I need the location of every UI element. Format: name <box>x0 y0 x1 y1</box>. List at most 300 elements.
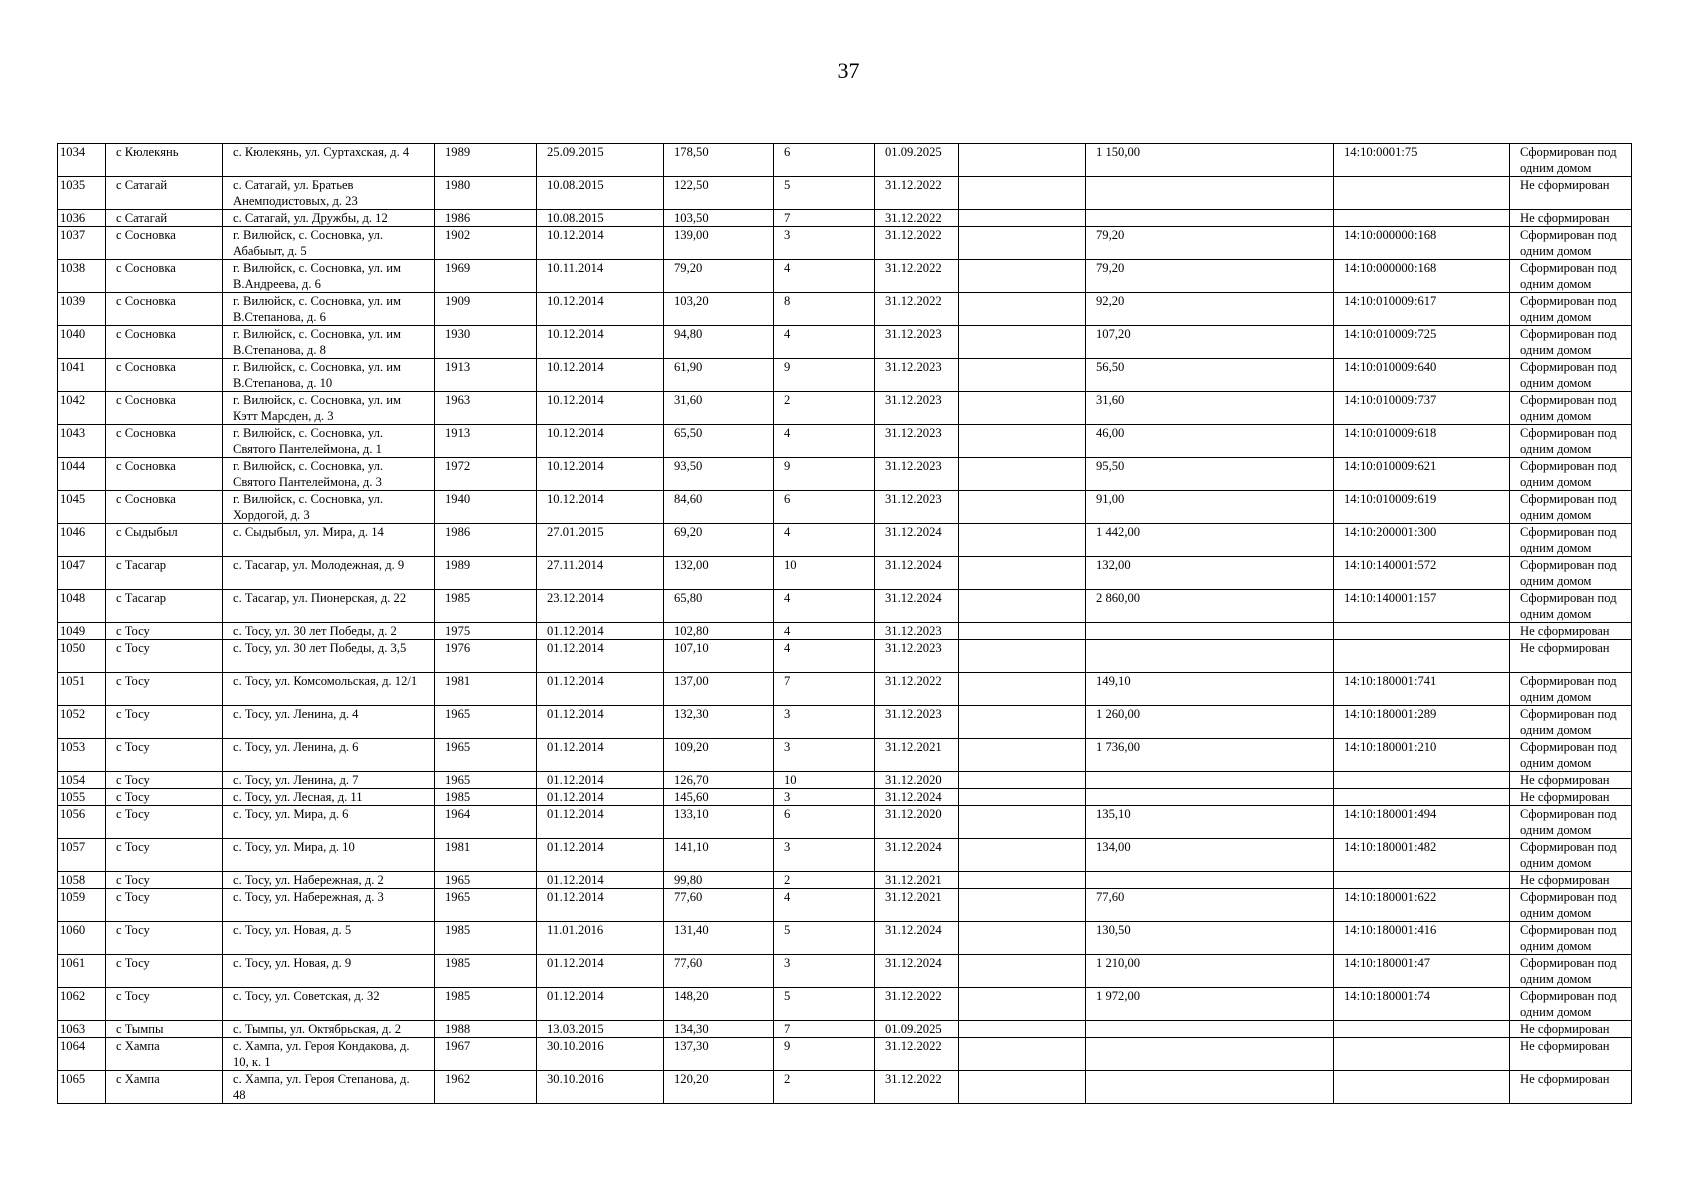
cell-area: 126,70 <box>664 772 774 789</box>
cell-survey-date: 01.12.2014 <box>537 872 664 889</box>
cell-row-number: 1034 <box>58 144 106 177</box>
cell-year-built: 1913 <box>435 359 537 392</box>
cell-residents-count: 10 <box>774 557 875 590</box>
table-row <box>58 789 1632 806</box>
table-row <box>58 772 1632 789</box>
cell-survey-date: 11.01.2016 <box>537 922 664 955</box>
cell-land-status: Сформирован под одним домом <box>1510 706 1632 739</box>
cell-land-area: 1 260,00 <box>1086 706 1334 739</box>
cell-land-area <box>1086 1071 1334 1104</box>
cell-cadastral-number <box>1334 210 1510 227</box>
cell-extra-field <box>959 988 1086 1021</box>
cell-extra-field <box>959 673 1086 706</box>
cell-land-status: Сформирован под одним домом <box>1510 590 1632 623</box>
cell-survey-date: 23.12.2014 <box>537 590 664 623</box>
cell-cadastral-number <box>1334 623 1510 640</box>
cell-year-built: 1965 <box>435 772 537 789</box>
cell-settlement: с Сосновка <box>106 392 223 425</box>
cell-land-area <box>1086 1021 1334 1038</box>
cell-row-number: 1044 <box>58 458 106 491</box>
cell-survey-date: 10.12.2014 <box>537 359 664 392</box>
cell-row-number: 1062 <box>58 988 106 1021</box>
cell-residents-count: 8 <box>774 293 875 326</box>
cell-extra-field <box>959 1071 1086 1104</box>
cell-settlement: с Хампа <box>106 1038 223 1071</box>
cell-resettlement-deadline: 31.12.2024 <box>875 922 959 955</box>
cell-extra-field <box>959 623 1086 640</box>
cell-resettlement-deadline: 31.12.2021 <box>875 889 959 922</box>
table-row <box>58 392 1632 425</box>
table-row <box>58 425 1632 458</box>
cell-settlement: с Тосу <box>106 739 223 772</box>
cell-cadastral-number: 14:10:010009:619 <box>1334 491 1510 524</box>
cell-address: с. Тосу, ул. Комсомольская, д. 12/1 <box>223 673 435 706</box>
cell-row-number: 1052 <box>58 706 106 739</box>
cell-address: с. Тосу, ул. Ленина, д. 4 <box>223 706 435 739</box>
cell-land-status: Не сформирован <box>1510 640 1632 673</box>
cell-resettlement-deadline: 31.12.2023 <box>875 706 959 739</box>
cell-extra-field <box>959 590 1086 623</box>
table-row <box>58 640 1632 673</box>
cell-year-built: 1988 <box>435 1021 537 1038</box>
cell-residents-count: 3 <box>774 839 875 872</box>
cell-survey-date: 01.12.2014 <box>537 673 664 706</box>
table-body <box>58 144 1632 1104</box>
cell-year-built: 1985 <box>435 922 537 955</box>
cell-land-area: 1 442,00 <box>1086 524 1334 557</box>
cell-year-built: 1989 <box>435 557 537 590</box>
cell-area: 109,20 <box>664 739 774 772</box>
cell-survey-date: 01.12.2014 <box>537 623 664 640</box>
table-row <box>58 706 1632 739</box>
cell-settlement: с Сосновка <box>106 293 223 326</box>
cell-survey-date: 01.12.2014 <box>537 772 664 789</box>
cell-settlement: с Тосу <box>106 922 223 955</box>
cell-extra-field <box>959 491 1086 524</box>
cell-land-area <box>1086 872 1334 889</box>
cell-year-built: 1972 <box>435 458 537 491</box>
cell-residents-count: 3 <box>774 706 875 739</box>
cell-land-status: Сформирован под одним домом <box>1510 227 1632 260</box>
cell-address: с. Сатагай, ул. Дружбы, д. 12 <box>223 210 435 227</box>
cell-residents-count: 6 <box>774 491 875 524</box>
cell-row-number: 1061 <box>58 955 106 988</box>
cell-survey-date: 01.12.2014 <box>537 955 664 988</box>
cell-land-status: Сформирован под одним домом <box>1510 326 1632 359</box>
cell-land-status: Сформирован под одним домом <box>1510 839 1632 872</box>
cell-settlement: с Тосу <box>106 955 223 988</box>
table-row <box>58 872 1632 889</box>
cell-area: 141,10 <box>664 839 774 872</box>
cell-row-number: 1036 <box>58 210 106 227</box>
cell-land-status: Сформирован под одним домом <box>1510 955 1632 988</box>
cell-survey-date: 01.12.2014 <box>537 889 664 922</box>
cell-row-number: 1037 <box>58 227 106 260</box>
cell-resettlement-deadline: 31.12.2022 <box>875 177 959 210</box>
cell-year-built: 1965 <box>435 889 537 922</box>
cell-row-number: 1040 <box>58 326 106 359</box>
cell-residents-count: 4 <box>774 889 875 922</box>
cell-cadastral-number: 14:10:180001:741 <box>1334 673 1510 706</box>
cell-land-area: 46,00 <box>1086 425 1334 458</box>
cell-row-number: 1048 <box>58 590 106 623</box>
cell-settlement: с Тосу <box>106 772 223 789</box>
cell-settlement: с Сосновка <box>106 359 223 392</box>
cell-land-area: 1 972,00 <box>1086 988 1334 1021</box>
cell-survey-date: 27.01.2015 <box>537 524 664 557</box>
cell-extra-field <box>959 839 1086 872</box>
cell-year-built: 1967 <box>435 1038 537 1071</box>
cell-land-area: 134,00 <box>1086 839 1334 872</box>
cell-address: с. Тосу, ул. Набережная, д. 2 <box>223 872 435 889</box>
cell-residents-count: 4 <box>774 590 875 623</box>
cell-row-number: 1035 <box>58 177 106 210</box>
cell-area: 61,90 <box>664 359 774 392</box>
cell-land-status: Сформирован под одним домом <box>1510 889 1632 922</box>
cell-resettlement-deadline: 31.12.2020 <box>875 772 959 789</box>
cell-cadastral-number: 14:10:010009:725 <box>1334 326 1510 359</box>
cell-row-number: 1060 <box>58 922 106 955</box>
cell-land-area <box>1086 177 1334 210</box>
table-row <box>58 210 1632 227</box>
cell-area: 120,20 <box>664 1071 774 1104</box>
cell-address: с. Тосу, ул. Мира, д. 6 <box>223 806 435 839</box>
cell-land-area <box>1086 210 1334 227</box>
cell-resettlement-deadline: 31.12.2023 <box>875 640 959 673</box>
cell-address: г. Вилюйск, с. Сосновка, ул. им В.Степанова, д. 10 <box>223 359 435 392</box>
cell-cadastral-number: 14:10:000000:168 <box>1334 227 1510 260</box>
table-row <box>58 806 1632 839</box>
table-row <box>58 955 1632 988</box>
cell-survey-date: 01.12.2014 <box>537 706 664 739</box>
cell-resettlement-deadline: 31.12.2023 <box>875 458 959 491</box>
table-row <box>58 623 1632 640</box>
cell-resettlement-deadline: 01.09.2025 <box>875 144 959 177</box>
cell-cadastral-number: 14:10:200001:300 <box>1334 524 1510 557</box>
cell-resettlement-deadline: 31.12.2023 <box>875 359 959 392</box>
cell-settlement: с Сосновка <box>106 260 223 293</box>
cell-address: с. Тасагар, ул. Пионерская, д. 22 <box>223 590 435 623</box>
cell-cadastral-number: 14:10:180001:74 <box>1334 988 1510 1021</box>
cell-settlement: с Хампа <box>106 1071 223 1104</box>
cell-cadastral-number: 14:10:180001:47 <box>1334 955 1510 988</box>
cell-area: 69,20 <box>664 524 774 557</box>
cell-year-built: 1963 <box>435 392 537 425</box>
cell-residents-count: 4 <box>774 524 875 557</box>
table-row <box>58 1038 1632 1071</box>
cell-area: 131,40 <box>664 922 774 955</box>
cell-extra-field <box>959 425 1086 458</box>
cell-cadastral-number: 14:10:0001:75 <box>1334 144 1510 177</box>
cell-settlement: с Тосу <box>106 872 223 889</box>
cell-residents-count: 5 <box>774 988 875 1021</box>
cell-row-number: 1049 <box>58 623 106 640</box>
cell-residents-count: 7 <box>774 1021 875 1038</box>
cell-extra-field <box>959 392 1086 425</box>
cell-address: с. Тасагар, ул. Молодежная, д. 9 <box>223 557 435 590</box>
cell-area: 103,20 <box>664 293 774 326</box>
cell-row-number: 1056 <box>58 806 106 839</box>
cell-survey-date: 01.12.2014 <box>537 839 664 872</box>
cell-cadastral-number: 14:10:010009:618 <box>1334 425 1510 458</box>
cell-survey-date: 30.10.2016 <box>537 1038 664 1071</box>
cell-resettlement-deadline: 01.09.2025 <box>875 1021 959 1038</box>
cell-residents-count: 5 <box>774 922 875 955</box>
cell-land-area: 91,00 <box>1086 491 1334 524</box>
cell-resettlement-deadline: 31.12.2024 <box>875 789 959 806</box>
cell-residents-count: 4 <box>774 640 875 673</box>
cell-resettlement-deadline: 31.12.2024 <box>875 557 959 590</box>
cell-land-area: 2 860,00 <box>1086 590 1334 623</box>
cell-residents-count: 9 <box>774 458 875 491</box>
cell-year-built: 1985 <box>435 590 537 623</box>
cell-survey-date: 01.12.2014 <box>537 806 664 839</box>
cell-resettlement-deadline: 31.12.2024 <box>875 524 959 557</box>
cell-year-built: 1986 <box>435 210 537 227</box>
cell-row-number: 1065 <box>58 1071 106 1104</box>
cell-survey-date: 25.09.2015 <box>537 144 664 177</box>
cell-survey-date: 10.12.2014 <box>537 227 664 260</box>
cell-residents-count: 2 <box>774 1071 875 1104</box>
cell-row-number: 1063 <box>58 1021 106 1038</box>
cell-extra-field <box>959 359 1086 392</box>
cell-year-built: 1965 <box>435 739 537 772</box>
table-row <box>58 739 1632 772</box>
cell-residents-count: 2 <box>774 872 875 889</box>
cell-cadastral-number: 14:10:010009:617 <box>1334 293 1510 326</box>
cell-resettlement-deadline: 31.12.2023 <box>875 392 959 425</box>
cell-resettlement-deadline: 31.12.2022 <box>875 210 959 227</box>
cell-address: с. Тосу, ул. Ленина, д. 7 <box>223 772 435 789</box>
cell-resettlement-deadline: 31.12.2023 <box>875 623 959 640</box>
table-row <box>58 922 1632 955</box>
cell-resettlement-deadline: 31.12.2021 <box>875 872 959 889</box>
table-row <box>58 491 1632 524</box>
cell-survey-date: 27.11.2014 <box>537 557 664 590</box>
cell-resettlement-deadline: 31.12.2022 <box>875 988 959 1021</box>
cell-resettlement-deadline: 31.12.2023 <box>875 425 959 458</box>
cell-land-area: 149,10 <box>1086 673 1334 706</box>
cell-extra-field <box>959 806 1086 839</box>
cell-land-status: Не сформирован <box>1510 1021 1632 1038</box>
cell-land-area <box>1086 1038 1334 1071</box>
cell-address: с. Хампа, ул. Героя Кондакова, д. 10, к. 1 <box>223 1038 435 1071</box>
cell-address: г. Вилюйск, с. Сосновка, ул. им В.Степанова, д. 8 <box>223 326 435 359</box>
cell-extra-field <box>959 210 1086 227</box>
cell-address: с. Тосу, ул. Советская, д. 32 <box>223 988 435 1021</box>
cell-year-built: 1940 <box>435 491 537 524</box>
cell-land-status: Не сформирован <box>1510 772 1632 789</box>
cell-area: 31,60 <box>664 392 774 425</box>
cell-survey-date: 01.12.2014 <box>537 789 664 806</box>
cell-extra-field <box>959 739 1086 772</box>
cell-address: г. Вилюйск, с. Сосновка, ул. им В.Андреева, д. 6 <box>223 260 435 293</box>
cell-address: с. Тымпы, ул. Октябрьская, д. 2 <box>223 1021 435 1038</box>
cell-address: г. Вилюйск, с. Сосновка, ул. им Кэтт Марсден, д. 3 <box>223 392 435 425</box>
cell-land-area: 135,10 <box>1086 806 1334 839</box>
page-number: 37 <box>837 58 860 83</box>
cell-extra-field <box>959 227 1086 260</box>
cell-extra-field <box>959 706 1086 739</box>
cell-land-status: Сформирован под одним домом <box>1510 806 1632 839</box>
cell-row-number: 1053 <box>58 739 106 772</box>
cell-settlement: с Тасагар <box>106 590 223 623</box>
cell-area: 65,50 <box>664 425 774 458</box>
cell-land-status: Не сформирован <box>1510 623 1632 640</box>
cell-address: с. Тосу, ул. Лесная, д. 11 <box>223 789 435 806</box>
cell-residents-count: 7 <box>774 673 875 706</box>
cell-land-area: 107,20 <box>1086 326 1334 359</box>
cell-survey-date: 10.12.2014 <box>537 491 664 524</box>
cell-address: с. Тосу, ул. 30 лет Победы, д. 2 <box>223 623 435 640</box>
cell-cadastral-number <box>1334 872 1510 889</box>
cell-area: 102,80 <box>664 623 774 640</box>
cell-land-area: 79,20 <box>1086 260 1334 293</box>
cell-survey-date: 10.11.2014 <box>537 260 664 293</box>
cell-settlement: с Кюлекянь <box>106 144 223 177</box>
cell-extra-field <box>959 772 1086 789</box>
cell-address: г. Вилюйск, с. Сосновка, ул. Хордогой, д. 3 <box>223 491 435 524</box>
cell-cadastral-number <box>1334 1038 1510 1071</box>
table-row <box>58 1071 1632 1104</box>
table-row <box>58 144 1632 177</box>
cell-cadastral-number: 14:10:010009:621 <box>1334 458 1510 491</box>
cell-land-status: Сформирован под одним домом <box>1510 260 1632 293</box>
table-row <box>58 260 1632 293</box>
cell-row-number: 1038 <box>58 260 106 293</box>
cell-residents-count: 3 <box>774 227 875 260</box>
cell-year-built: 1975 <box>435 623 537 640</box>
cell-address: г. Вилюйск, с. Сосновка, ул. Святого Пантелеймона, д. 3 <box>223 458 435 491</box>
cell-address: г. Вилюйск, с. Сосновка, ул. Абабыыт, д. 5 <box>223 227 435 260</box>
cell-year-built: 1981 <box>435 839 537 872</box>
cell-survey-date: 10.12.2014 <box>537 326 664 359</box>
cell-year-built: 1985 <box>435 955 537 988</box>
cell-resettlement-deadline: 31.12.2023 <box>875 491 959 524</box>
cell-residents-count: 3 <box>774 789 875 806</box>
cell-address: г. Вилюйск, с. Сосновка, ул. Святого Пантелеймона, д. 1 <box>223 425 435 458</box>
cell-resettlement-deadline: 31.12.2023 <box>875 326 959 359</box>
table-row <box>58 1021 1632 1038</box>
cell-year-built: 1980 <box>435 177 537 210</box>
cell-survey-date: 10.12.2014 <box>537 425 664 458</box>
cell-cadastral-number: 14:10:140001:572 <box>1334 557 1510 590</box>
cell-row-number: 1039 <box>58 293 106 326</box>
cell-area: 137,30 <box>664 1038 774 1071</box>
cell-extra-field <box>959 557 1086 590</box>
cell-resettlement-deadline: 31.12.2022 <box>875 227 959 260</box>
cell-land-area <box>1086 772 1334 789</box>
cell-settlement: с Тымпы <box>106 1021 223 1038</box>
cell-residents-count: 5 <box>774 177 875 210</box>
cell-residents-count: 3 <box>774 739 875 772</box>
cell-row-number: 1047 <box>58 557 106 590</box>
cell-extra-field <box>959 1021 1086 1038</box>
cell-land-status: Не сформирован <box>1510 177 1632 210</box>
cell-row-number: 1051 <box>58 673 106 706</box>
cell-row-number: 1042 <box>58 392 106 425</box>
table-row <box>58 590 1632 623</box>
housing-registry-table <box>57 143 1632 1104</box>
cell-land-area: 92,20 <box>1086 293 1334 326</box>
cell-cadastral-number <box>1334 1021 1510 1038</box>
cell-resettlement-deadline: 31.12.2022 <box>875 673 959 706</box>
table-row <box>58 673 1632 706</box>
cell-area: 122,50 <box>664 177 774 210</box>
cell-land-status: Сформирован под одним домом <box>1510 392 1632 425</box>
cell-settlement: с Сосновка <box>106 491 223 524</box>
cell-residents-count: 6 <box>774 806 875 839</box>
cell-row-number: 1064 <box>58 1038 106 1071</box>
cell-survey-date: 10.12.2014 <box>537 458 664 491</box>
cell-settlement: с Сатагай <box>106 177 223 210</box>
cell-row-number: 1046 <box>58 524 106 557</box>
cell-land-status: Сформирован под одним домом <box>1510 524 1632 557</box>
cell-area: 79,20 <box>664 260 774 293</box>
table-row <box>58 988 1632 1021</box>
cell-settlement: с Сосновка <box>106 458 223 491</box>
cell-land-area <box>1086 640 1334 673</box>
table-row <box>58 177 1632 210</box>
cell-land-status: Сформирован под одним домом <box>1510 458 1632 491</box>
cell-survey-date: 10.12.2014 <box>537 392 664 425</box>
cell-address: с. Тосу, ул. 30 лет Победы, д. 3,5 <box>223 640 435 673</box>
cell-residents-count: 9 <box>774 359 875 392</box>
cell-settlement: с Тосу <box>106 673 223 706</box>
cell-land-area: 56,50 <box>1086 359 1334 392</box>
cell-extra-field <box>959 922 1086 955</box>
cell-row-number: 1055 <box>58 789 106 806</box>
table-row <box>58 889 1632 922</box>
cell-address: с. Сыдыбыл, ул. Мира, д. 14 <box>223 524 435 557</box>
cell-address: г. Вилюйск, с. Сосновка, ул. им В.Степанова, д. 6 <box>223 293 435 326</box>
table-row <box>58 326 1632 359</box>
cell-year-built: 1902 <box>435 227 537 260</box>
cell-settlement: с Тосу <box>106 623 223 640</box>
cell-resettlement-deadline: 31.12.2024 <box>875 955 959 988</box>
cell-cadastral-number: 14:10:140001:157 <box>1334 590 1510 623</box>
cell-cadastral-number: 14:10:180001:622 <box>1334 889 1510 922</box>
cell-resettlement-deadline: 31.12.2024 <box>875 590 959 623</box>
cell-year-built: 1964 <box>435 806 537 839</box>
cell-year-built: 1909 <box>435 293 537 326</box>
cell-land-status: Сформирован под одним домом <box>1510 491 1632 524</box>
cell-survey-date: 13.03.2015 <box>537 1021 664 1038</box>
cell-land-status: Сформирован под одним домом <box>1510 673 1632 706</box>
cell-area: 94,80 <box>664 326 774 359</box>
cell-area: 99,80 <box>664 872 774 889</box>
cell-land-area: 1 736,00 <box>1086 739 1334 772</box>
cell-settlement: с Сосновка <box>106 326 223 359</box>
cell-year-built: 1930 <box>435 326 537 359</box>
cell-cadastral-number: 14:10:010009:737 <box>1334 392 1510 425</box>
cell-survey-date: 01.12.2014 <box>537 739 664 772</box>
cell-area: 65,80 <box>664 590 774 623</box>
cell-area: 77,60 <box>664 889 774 922</box>
cell-area: 139,00 <box>664 227 774 260</box>
cell-cadastral-number <box>1334 640 1510 673</box>
cell-area: 132,30 <box>664 706 774 739</box>
cell-land-status: Сформирован под одним домом <box>1510 557 1632 590</box>
cell-land-area: 31,60 <box>1086 392 1334 425</box>
cell-land-status: Не сформирован <box>1510 210 1632 227</box>
cell-row-number: 1045 <box>58 491 106 524</box>
cell-resettlement-deadline: 31.12.2022 <box>875 260 959 293</box>
cell-address: с. Тосу, ул. Набережная, д. 3 <box>223 889 435 922</box>
cell-settlement: с Тосу <box>106 706 223 739</box>
cell-address: с. Хампа, ул. Героя Степанова, д. 48 <box>223 1071 435 1104</box>
table-row <box>58 524 1632 557</box>
